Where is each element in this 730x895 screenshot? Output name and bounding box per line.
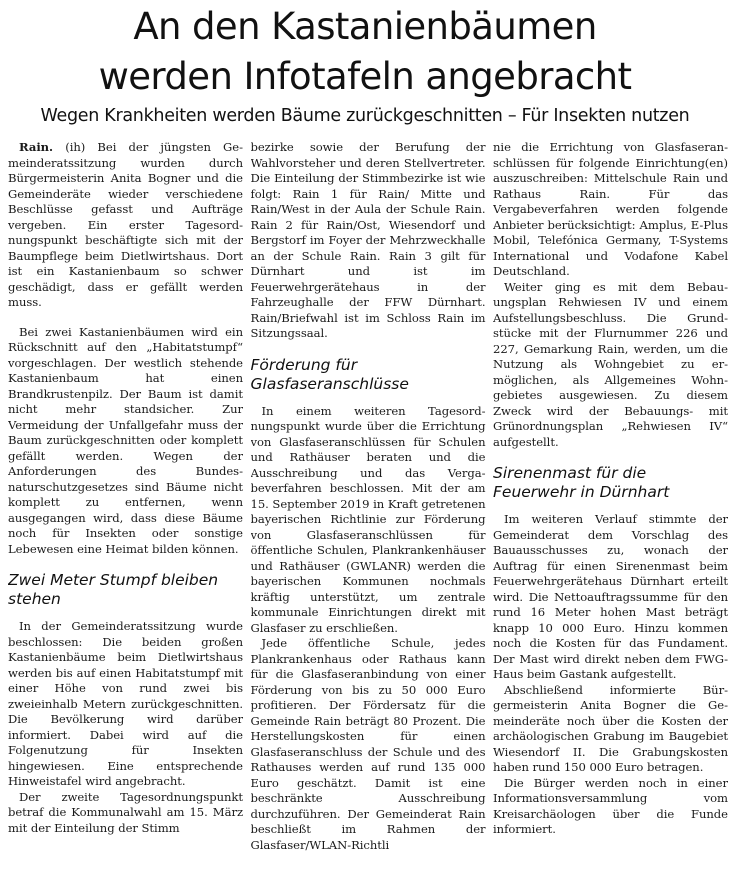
column-2 [251, 140, 486, 892]
section-heading: Sirenenmast für die Feuerwehr in Dürnhart [493, 464, 670, 501]
headline [0, 2, 730, 102]
paragraph [8, 140, 243, 311]
paragraph: In der Gemeinderatssitzung wurde beschlossen: Die beiden großen Kastanienbäume beim Dietlwirtshaus werden bis auf einen Habitatstumpf mit einer Höhe von rund zwei bis zweieinhalb Metern zurückgeschnitten. Die Bevölkerung wird darüber informiert. Dabei wird auf die Folgenutzung für Insekten hingewiesen. Eine entsprechende Hinweistafel wird angebracht. [8, 619, 243, 788]
paragraph: bezirke sowie der Berufung der Wahlvorsteher und deren Stellvertreter. Die Einteilung der Stimmbezirke ist wie folgt: Rain 1 für Rain/ Mitte und Rain/West in der Aula der Schule Rain. Rain 2 für Rain/Ost, Wiesendorf und Bergstorf im Foyer der Mehrzweckhalle an der Schule Rain. Rain 3 gilt für Dürnhart und ist im Feuerwehrgerätehaus in der Fahrzeughalle der FFW Dürnhart. Rain/Briefwahl ist im Schloss Rain im Sitzungssaal. [250, 140, 486, 340]
dateline: Rain. [19, 140, 54, 154]
paragraph: Weiter ging es mit dem Bebauungsplan Rehwiesen IV und einem Aufstellungsbeschluss. Die Grundstücke mit der Flurnummer 226 und 227, Gemarkung Rain, werden, um die Nutzung als Wohngebiet zu ermöglichen, als Allgemeines Wohngebietes ausgewiesen. Zu diesem Zweck wird der Bebauungs- mit Grünordnungsplan „Rehwiesen IV“ aufgestellt. [493, 279, 728, 449]
paragraph: Im weiteren Verlauf stimmte der Gemeinderat dem Vorschlag des Bauausschusses zu, wonach der Auftrag für einen Sirenenmast beim Feuerwehrgerätehaus Dürnhart erteilt wird. Die Nettoauftragssumme für den rund 16 Meter hohen Mast beträgt knapp 10 000 Euro. Hinzu kommen noch die Kosten für das Fundament. Der Mast wird direkt neben dem FWG-Haus beim Gastank aufgestellt. [493, 512, 728, 681]
headline-line-2: werden Infotafeln angebracht [98, 55, 632, 98]
paragraph: Die Bürger werden noch in einer Informationsversammlung vom Kreisarchäologen über die Funde informiert. [493, 775, 728, 836]
paragraph: Abschließend informierte Bürgermeisterin Anita Bogner die Gemeinderäte noch über die Kosten der archäologischen Grabung im Baugebiet Wiesendorf II. Die Grabungskosten haben rund 150 000 Euro betragen. [493, 682, 728, 774]
column-1 [8, 140, 243, 892]
paragraph: nie die Errichtung von Glasfaseranschlüssen für folgende Einrichtung(en) auszuschreiben: Mittelschule Rain und Rathaus Rain. Für das Vergabeverfahren werden folgende Anbieter berücksichtigt: Amplus, E-Plus Mobil, Telefónica Germany, T-Systems International und Vodafone Kabel Deutschland. [493, 140, 728, 278]
paragraph: In einem weiteren Tagesordnungspunkt wurde über die Errichtung von Glasfaseranschlüssen für Schulen und Rathäuser beraten und die Ausschreibung und das Vergabeverfahren beschlossen. Mit der am 15. September 2019 in Kraft getretenen bayerischen Richtlinie zur Förderung von Glasfaseranschlüssen für öffentliche Schulen, Plankrankenhäuser und Rathäuser (GWLANR) werden die bayerischen Kommunen nochmals kräftig unterstützt, um zentrale kommunale Einrichtungen direkt mit Glasfaser zu erschließen. [250, 403, 486, 635]
paragraph: Jede öffentliche Schule, jedes Plankrankenhaus oder Rathaus kann für die Glasfaseranbindung von einer Förderung von bis zu 50 000 Euro profitieren. Der Fördersatz für die Gemeinde Rain beträgt 80 Prozent. Die Herstellungskosten für einen Glasfaseranschluss der Schule und des Rathauses werden auf rund 135 000 Euro geschätzt. Damit ist eine beschränkte Ausschreibung durchzuführen. Der Gemeinderat Rain beschließt im Rahmen der Glasfaser/WLAN-Richtli [250, 636, 486, 852]
section-heading: Förderung für Glasfaseranschlüsse [250, 355, 409, 393]
headline-line-1: An den Kastanienbäumen [133, 5, 597, 48]
section-heading: Zwei Meter Stumpf bleiben stehen [8, 571, 219, 608]
paragraph: Der zweite Tagesordnungspunkt betraf die Kommunalwahl am 15. März mit der Einteilung der Stimm [8, 789, 243, 835]
column-3 [493, 140, 728, 892]
article-body [8, 140, 728, 892]
paragraph: Bei zwei Kastanienbäumen wird ein Rückschnitt auf den „Habitatstumpf“ vorgeschlagen. Der westlich stehende Kastanienbaum hat einen Brandkrustenpilz. Der Baum ist damit nicht mehr standsicher. Zur Vermeidung der Unfallgefahr muss der Baum zurückgeschnitten oder komplett gefällt werden. Wegen der Anforderungen des Bundesnaturschutzgesetzes sind Bäume nicht komplett zu entfernen, wenn ausgegangen wird, dass diese Bäume noch für Insekten oder sonstige Lebewesen eine Heimat bilden können. [8, 324, 243, 556]
subheadline: Wegen Krankheiten werden Bäume zurückgeschnitten – Für Insekten nutzen [40, 106, 690, 126]
paragraph-text: (ih) Bei der jüngsten Gemeinderatssitzung wurden durch Bürgermeisterin Anita Bogner und die Gemeinderäte wieder verschiedene Beschlüsse gefasst und Aufträge vergeben. Ein erster Tagesordnungspunkt beschäftigte sich mit der Baumpflege beim Dietlwirtshaus. Dort ist ein Kastanienbaum so schwer geschädigt, dass er gefällt werden muss. [8, 140, 243, 309]
paragraph-gap [8, 311, 243, 325]
